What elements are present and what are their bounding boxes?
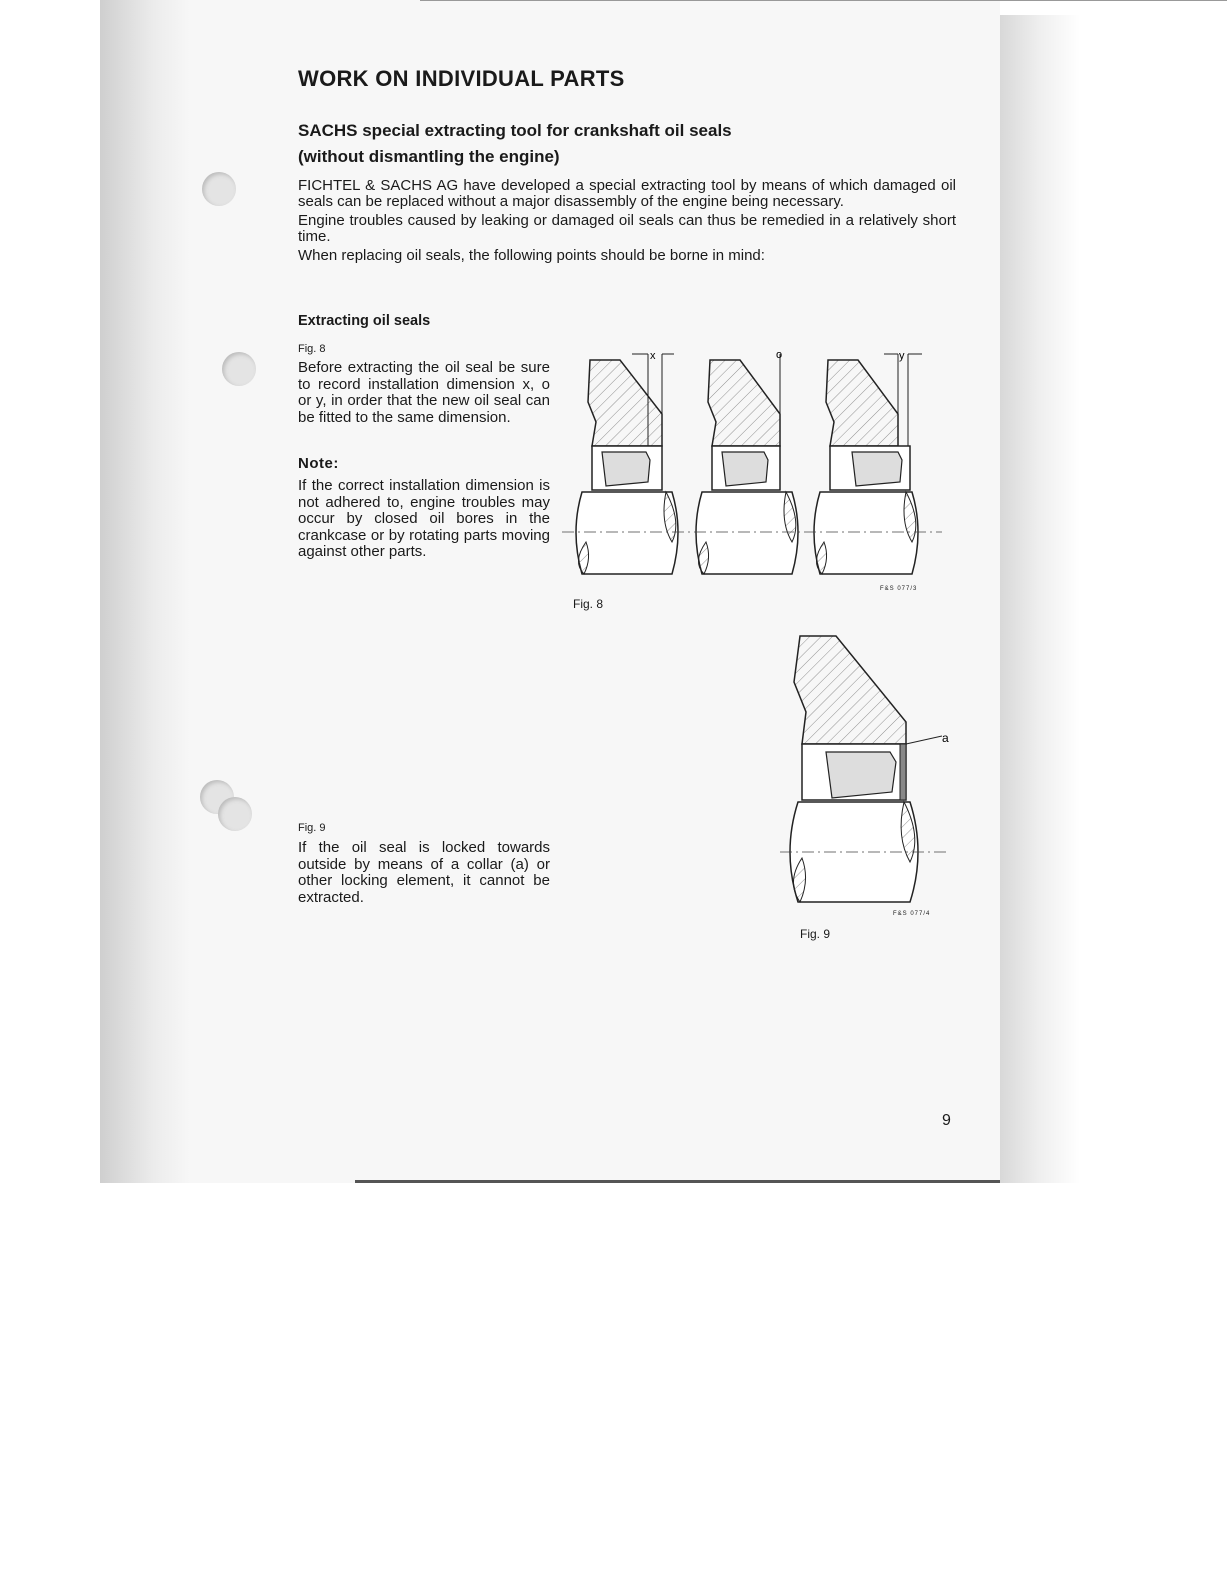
- fig9-caption: Fig. 9: [800, 927, 831, 941]
- seal-section-x: [576, 354, 678, 574]
- note-label: Note:: [298, 455, 339, 472]
- binding-shadow: [100, 0, 190, 1183]
- fig9-text: If the oil seal is locked towards outside by means of a collar (a) or other locking element, it cannot be extracted.: [298, 839, 550, 906]
- fig9-code: F&S 077/4: [893, 911, 931, 917]
- top-edge: [420, 0, 1227, 1]
- collar-label-a: a: [942, 731, 949, 745]
- page-title: WORK ON INDIVIDUAL PARTS: [298, 66, 625, 91]
- subtitle-line: (without dismantling the engine): [298, 147, 560, 166]
- punch-hole: [222, 352, 256, 386]
- fig8-reference: Fig. 8: [298, 343, 326, 355]
- fig8-text: Before extracting the oil seal be sure to record installation dimension x, o or y, in order that the new oil seal can be fitted to the same dimension.: [298, 359, 550, 426]
- intro-paragraph: FICHTEL & SACHS AG have developed a special extracting tool by means of which damaged oil seals can be replaced without a major disassembly of the engine being necessary.: [298, 177, 956, 210]
- fig9-drawing: [780, 632, 955, 912]
- punch-hole: [218, 797, 252, 831]
- intro-paragraph: Engine troubles caused by leaking or damaged oil seals can thus be remedied in a relatively short time.: [298, 212, 956, 245]
- section-heading: Extracting oil seals: [298, 313, 431, 329]
- bottom-edge: [355, 1180, 1000, 1183]
- dimension-label-o: o: [776, 349, 783, 361]
- intro-text: [298, 178, 956, 267]
- fig8-code: F&S 077/3: [880, 586, 918, 592]
- intro-paragraph: When replacing oil seals, the following points should be borne in mind:: [298, 247, 765, 264]
- dimension-label-x: x: [650, 350, 656, 362]
- fig8-caption: Fig. 8: [573, 597, 604, 611]
- subtitle-line: SACHS special extracting tool for crankshaft oil seals: [298, 121, 732, 140]
- page-number: 9: [942, 1112, 951, 1129]
- seal-section-y: [814, 354, 922, 574]
- seal-section-o: [696, 354, 798, 574]
- note-text: If the correct installation dimension is not adhered to, engine troubles may occur by closed oil bores in the crankcase or by rotating parts moving against other parts.: [298, 477, 550, 560]
- page-edge-shadow: [1000, 15, 1080, 1183]
- dimension-label-y: y: [899, 350, 905, 362]
- fig9-reference: Fig. 9: [298, 822, 326, 834]
- section-subtitle: [298, 118, 732, 170]
- fig8-drawing: [562, 342, 952, 592]
- punch-hole: [202, 172, 236, 206]
